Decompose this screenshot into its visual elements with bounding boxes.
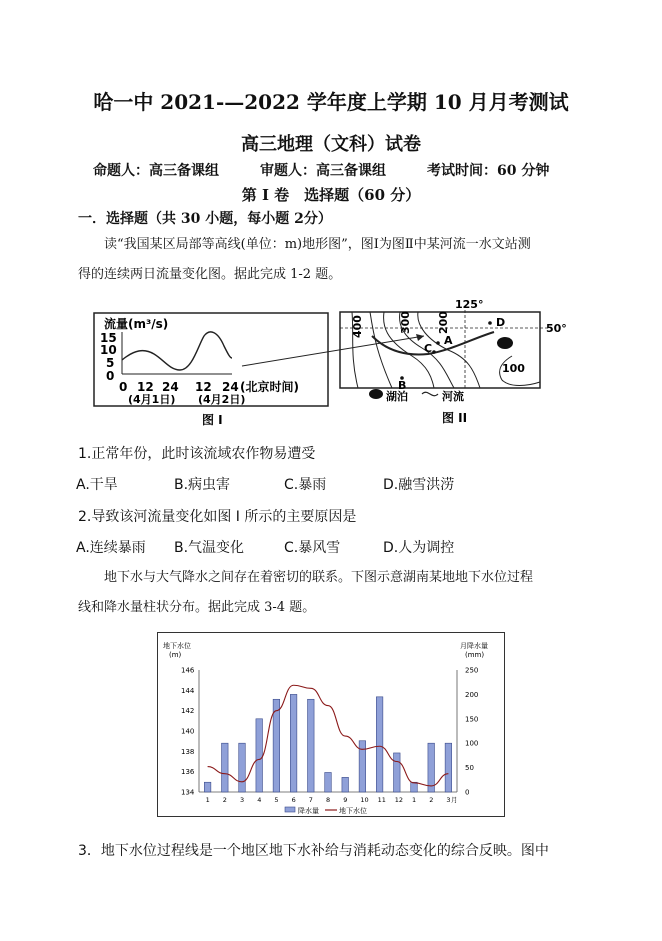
x-tick-label: 3 xyxy=(240,796,245,804)
left-tick-label: 146 xyxy=(181,666,195,675)
q1-option-d[interactable]: D.融雪洪涝 xyxy=(383,477,455,493)
right-tick-label: 200 xyxy=(465,690,479,699)
precip-bar xyxy=(273,699,280,792)
left-tick-label: 142 xyxy=(181,707,195,716)
setter: 命题人：高三备课组 xyxy=(93,163,219,179)
precip-bar xyxy=(342,777,349,792)
left-axis-title: 地下水位 xyxy=(163,642,191,650)
exam-time: 考试时间：60 分钟 xyxy=(427,163,550,179)
right-tick-label: 0 xyxy=(465,788,470,797)
lake-legend-symbol xyxy=(369,389,383,399)
legend-groundwater: 地下水位 xyxy=(339,807,367,815)
fig1-flow-curve xyxy=(122,332,232,370)
precip-bar xyxy=(376,697,383,792)
reviewer: 审题人：高三备课组 xyxy=(260,163,386,179)
left-axis-unit: (m) xyxy=(169,651,182,659)
x-tick-label: 7 xyxy=(308,796,313,804)
q2-stem: 2.导致该河流量变化如图 I 所示的主要原因是 xyxy=(78,509,357,525)
figures-1-2 xyxy=(82,296,567,430)
svg-text:0: 0 xyxy=(119,380,128,394)
right-tick-label: 150 xyxy=(465,715,479,724)
q2-option-b[interactable]: B.气温变化 xyxy=(174,540,245,556)
x-tick-label: 3 xyxy=(446,796,451,804)
x-tick-label: 5 xyxy=(274,796,279,804)
legend-precip: 降水量 xyxy=(298,807,319,815)
x-tick-label: 4 xyxy=(257,796,262,804)
precip-bar xyxy=(308,699,315,792)
q2-option-c[interactable]: C.暴风雪 xyxy=(284,540,341,556)
q3-stem: 3．地下水位过程线是一个地区地下水补给与消耗动态变化的综合反映。图中 xyxy=(78,843,549,859)
x-tick-label: 6 xyxy=(291,796,296,804)
q1-stem: 1.正常年份，此时该流域农作物易遭受 xyxy=(78,446,316,462)
x-tick-label: 8 xyxy=(326,796,331,804)
right-tick-label: 100 xyxy=(465,739,479,748)
right-axis-title: 月降水量 xyxy=(460,642,488,650)
x-tick-label: 1 xyxy=(205,796,210,804)
legend-lake: 湖泊 xyxy=(386,390,408,403)
q2-option-a[interactable]: A.连续暴雨 xyxy=(76,540,146,556)
fig1-xtick: 12 xyxy=(195,380,212,394)
contour-label: 100 xyxy=(502,362,525,375)
fig1-ytick: 0 xyxy=(106,369,115,383)
precip-bar xyxy=(222,743,229,792)
precip-bar xyxy=(290,694,297,792)
x-tick-label: 2 xyxy=(222,796,227,804)
fig1-xtick: 12 xyxy=(137,380,154,394)
fig1-date2: (4月2日) xyxy=(198,393,246,406)
q1-option-b[interactable]: B.病虫害 xyxy=(174,477,231,493)
precip-bar xyxy=(325,772,332,792)
point-label-c: C xyxy=(424,342,433,355)
contour-label: 300 xyxy=(399,311,412,334)
fig1-caption: 图 I xyxy=(202,413,223,427)
exam-title: 哈一中 2021-—2022 学年度上学期 10 月月考测试 xyxy=(93,90,569,114)
contour-label: 400 xyxy=(351,315,364,338)
x-tick-label: 9 xyxy=(343,796,348,804)
precip-bar xyxy=(411,782,418,792)
exam-subtitle: 高三地理（文科）试卷 xyxy=(241,134,421,155)
point-label-a: A xyxy=(444,334,453,347)
left-tick-label: 136 xyxy=(181,768,195,777)
section-title: 第 I 卷 选择题（60 分） xyxy=(241,186,421,204)
point-label-d: D xyxy=(496,316,506,329)
fig1-xunit: (北京时间) xyxy=(240,380,299,394)
precip-bar xyxy=(394,753,401,792)
groundwater-chart xyxy=(157,632,505,817)
fig1-ylabel: 流量(m³/s) xyxy=(104,317,169,331)
x-tick-label: 2 xyxy=(429,796,434,804)
right-axis-unit: (mm) xyxy=(465,651,485,659)
point-label-b: B xyxy=(398,379,407,392)
left-tick-label: 140 xyxy=(181,727,195,736)
fig1-xtick: 24 xyxy=(162,380,179,394)
intro1-line1: 读“我国某区局部等高线(单位：m)地形图”，图Ⅰ为图Ⅱ中某河流一水文站测 xyxy=(104,237,531,252)
contour-line xyxy=(370,312,392,388)
lake xyxy=(497,337,513,349)
legend-bar-swatch xyxy=(285,807,295,812)
right-tick-label: 250 xyxy=(465,666,479,675)
right-tick-label: 50 xyxy=(465,764,474,773)
left-tick-label: 134 xyxy=(181,788,195,797)
intro2-line1: 地下水与大气降水之间存在着密切的联系。下图示意湖南某地地下水位过程 xyxy=(104,570,534,585)
fig2-caption: 图 II xyxy=(442,411,468,425)
precip-bar xyxy=(239,743,246,792)
fig1-ytick: 5 xyxy=(106,356,115,370)
q1-option-c[interactable]: C.暴雨 xyxy=(284,477,327,493)
precip-bar xyxy=(256,719,263,792)
x-tick-label: 11 xyxy=(377,796,386,804)
left-tick-label: 144 xyxy=(181,686,195,695)
contour-label: 200 xyxy=(437,311,450,334)
fig1-ytick: 15 xyxy=(100,331,117,345)
x-unit-label: 月 xyxy=(451,796,458,804)
legend-river-symbol xyxy=(422,392,438,395)
x-tick-label: 10 xyxy=(360,796,369,804)
fig1-date1: (4月1日) xyxy=(128,393,176,406)
fig1-ytick: 10 xyxy=(100,343,117,357)
legend-river: 河流 xyxy=(442,390,464,403)
latitude-label: 50° xyxy=(546,322,567,335)
intro2-line2: 线和降水量柱状分布。据此完成 3-4 题。 xyxy=(78,600,316,615)
longitude-label: 125° xyxy=(455,298,484,311)
q1-option-a[interactable]: A.干旱 xyxy=(76,477,118,493)
precip-bar xyxy=(428,743,435,792)
precip-bar xyxy=(445,743,452,792)
fig1-xtick: 24 xyxy=(222,380,239,394)
intro1-line2: 得的连续两日流量变化图。据此完成 1-2 题。 xyxy=(78,267,342,282)
x-tick-label: 1 xyxy=(412,796,417,804)
left-tick-label: 138 xyxy=(181,747,195,756)
precip-bar xyxy=(204,782,211,792)
q2-option-d[interactable]: D.人为调控 xyxy=(383,540,455,556)
x-tick-label: 12 xyxy=(394,796,404,804)
part-heading: 一．选择题（共 30 小题，每小题 2分） xyxy=(78,211,332,227)
